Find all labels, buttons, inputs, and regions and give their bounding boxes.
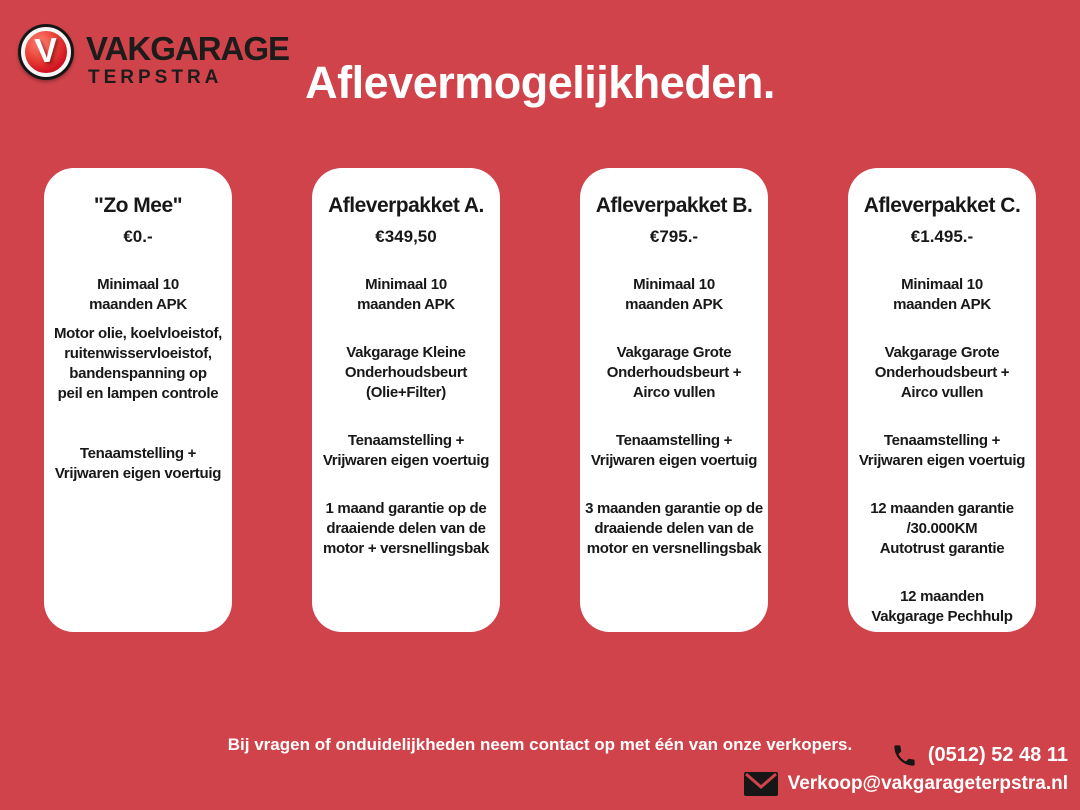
contact-block	[744, 742, 1068, 796]
feature-line: Minimaal 10	[97, 276, 179, 293]
feature-line: /30.000KM	[906, 520, 978, 537]
feature-line: Minimaal 10	[365, 276, 447, 293]
feature-line: Autotrust garantie	[879, 540, 1005, 557]
phone-icon	[891, 742, 918, 769]
page-title: Aflevermogelijkheden.	[305, 57, 775, 108]
package-title: Afleverpakket B.	[595, 194, 753, 217]
package-card-afleverpakket-c	[848, 168, 1036, 632]
feature-line: Vrijwaren eigen voertuig	[322, 452, 490, 469]
feature-line: Motor olie, koelvloeistof,	[53, 325, 223, 342]
feature-line: Onderhoudsbeurt	[344, 364, 468, 381]
envelope-icon	[744, 772, 778, 796]
feature-line: Airco vullen	[632, 384, 716, 401]
package-title: "Zo Mee"	[93, 194, 183, 217]
feature-line: draaiende delen van de	[594, 520, 754, 537]
feature-line: Minimaal 10	[633, 276, 715, 293]
contact-email-address: Verkoop@vakgarageterpstra.nl	[787, 773, 1068, 794]
package-feature	[54, 324, 222, 404]
feature-line: maanden APK	[357, 296, 455, 313]
feature-line: Minimaal 10	[901, 276, 983, 293]
contact-phone	[891, 742, 1068, 769]
feature-line: 12 maanden	[900, 588, 984, 605]
feature-line: Airco vullen	[900, 384, 984, 401]
package-title: Afleverpakket C.	[863, 194, 1021, 217]
feature-line: (Olie+Filter)	[366, 384, 446, 401]
brand-subname: TERPSTRA	[88, 67, 223, 88]
package-feature	[323, 431, 489, 471]
feature-line: Onderhoudsbeurt +	[874, 364, 1010, 381]
package-feature	[893, 275, 991, 315]
feature-line: bandenspanning op	[69, 365, 207, 382]
feature-line: maanden APK	[625, 296, 723, 313]
package-card-zo-mee	[44, 168, 232, 632]
feature-line: Tenaamstelling +	[615, 432, 733, 449]
contact-phone-number: (0512) 52 48 11	[927, 744, 1068, 766]
feature-line: maanden APK	[893, 296, 991, 313]
logo-letter: V	[33, 31, 59, 71]
feature-line: Tenaamstelling +	[79, 445, 197, 462]
package-feature	[875, 343, 1010, 403]
package-card-afleverpakket-b	[580, 168, 768, 632]
feature-line: 12 maanden garantie	[870, 500, 1014, 517]
feature-line: Vrijwaren eigen voertuig	[858, 452, 1026, 469]
package-feature	[607, 343, 742, 403]
footer-note: Bij vragen of onduidelijkheden neem contact op met één van onze verkopers.	[227, 735, 853, 754]
package-feature	[345, 343, 467, 403]
package-feature	[55, 444, 221, 484]
feature-line: Vakgarage Grote	[616, 344, 732, 361]
feature-line: Vakgarage Kleine	[346, 344, 466, 361]
package-feature	[591, 431, 757, 471]
feature-line: 1 maand garantie op de	[325, 500, 487, 517]
feature-line: maanden APK	[89, 296, 187, 313]
feature-line: motor + versnellingsbak	[322, 540, 490, 557]
package-price: €349,50	[375, 227, 437, 246]
package-title: Afleverpakket A.	[328, 194, 484, 217]
feature-line: Vakgarage Grote	[884, 344, 1000, 361]
feature-line: peil en lampen controle	[57, 385, 219, 402]
package-feature	[859, 431, 1025, 471]
feature-line: draaiende delen van de	[326, 520, 486, 537]
feature-line: 3 maanden garantie op de	[585, 500, 763, 517]
package-feature	[89, 275, 187, 315]
feature-line: Onderhoudsbeurt +	[606, 364, 742, 381]
feature-line: Vrijwaren eigen voertuig	[54, 465, 222, 482]
package-price: €1.495.-	[910, 227, 974, 246]
package-feature	[357, 275, 455, 315]
package-feature	[323, 499, 489, 559]
package-price: €0.-	[123, 227, 153, 246]
package-feature	[625, 275, 723, 315]
package-feature	[871, 587, 1012, 627]
brand-name: VAKGARAGE	[86, 30, 290, 67]
package-feature	[585, 499, 763, 559]
feature-line: ruitenwisservloeistof,	[64, 345, 212, 362]
packages-row	[44, 168, 1036, 632]
package-price: €795.-	[649, 227, 699, 246]
feature-line: Tenaamstelling +	[883, 432, 1001, 449]
package-card-afleverpakket-a	[312, 168, 500, 632]
package-feature	[870, 499, 1014, 559]
feature-line: Tenaamstelling +	[347, 432, 465, 449]
feature-line: motor en versnellingsbak	[586, 540, 762, 557]
feature-line: Vakgarage Pechhulp	[871, 608, 1013, 625]
contact-email	[744, 772, 1068, 796]
feature-line: Vrijwaren eigen voertuig	[590, 452, 758, 469]
